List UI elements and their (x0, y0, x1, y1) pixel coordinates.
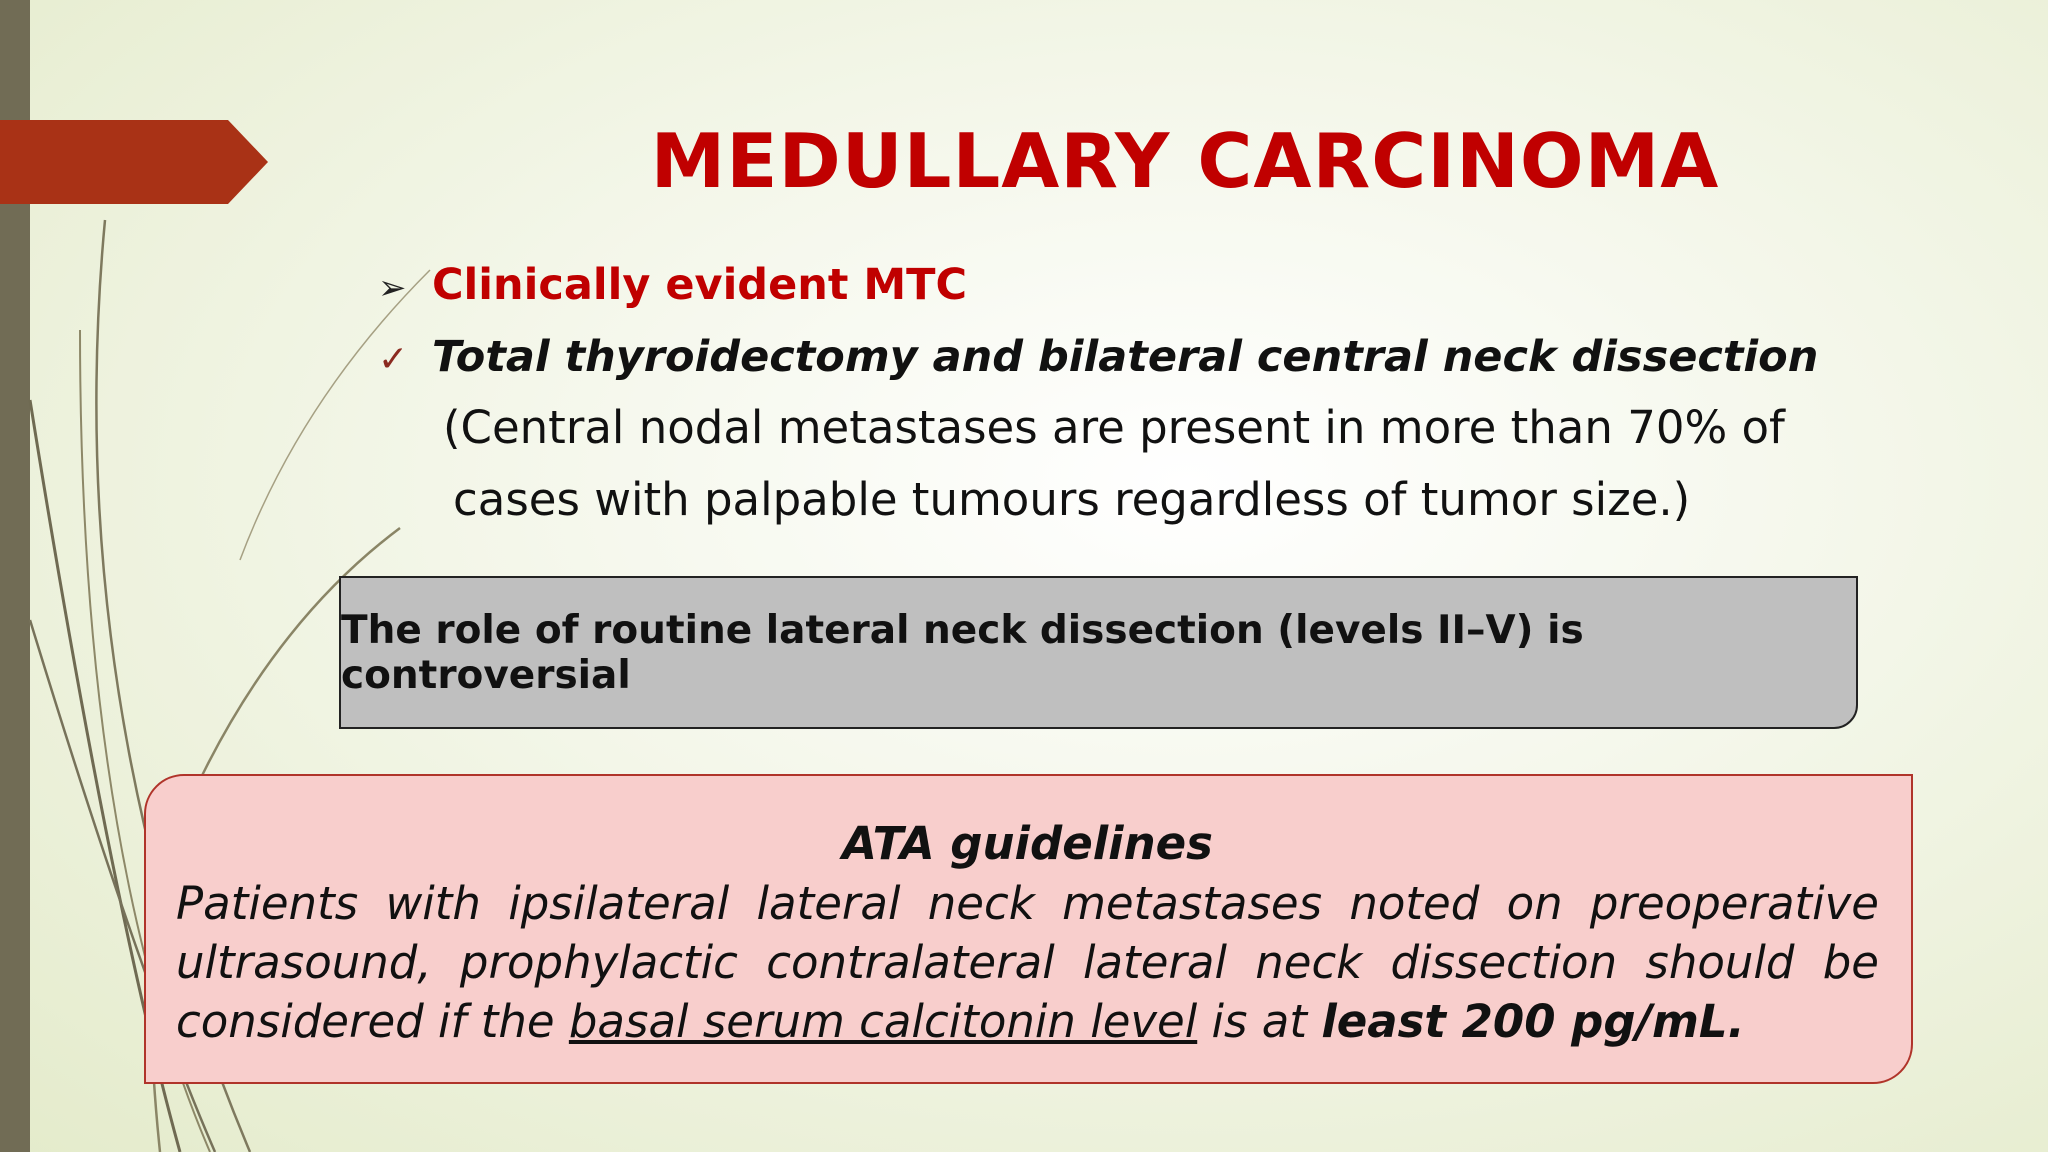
ata-heading: ATA guidelines (842, 817, 1213, 870)
bullet-total-thyroidectomy (378, 327, 1818, 390)
sub-text-line-1: (Central nodal metastases are present in more than 70% of (443, 401, 1785, 454)
slide-title: MEDULLARY CARCINOMA (650, 117, 1720, 205)
ata-body-middle: is at (1197, 995, 1322, 1048)
arrow-bullet-icon: ➢ (378, 268, 407, 308)
bullet-clinically-evident (378, 255, 967, 318)
sub-text-line-2: cases with palpable tumours regardless of tumor size.) (453, 473, 1691, 526)
ata-body-start: Patients with ipsilateral lateral neck metastases noted on preoperative ultrasound, prophylactic contralateral lateral neck dissection should be considered if the (176, 877, 1879, 1048)
ata-threshold: least 200 pg/mL. (1321, 995, 1745, 1048)
checkmark-icon: ✓ (378, 339, 409, 380)
ata-body (176, 874, 1879, 1051)
callout-text: The role of routine lateral neck dissection (levels II–V) is controversial (341, 607, 1584, 698)
bullet-text: Total thyroidectomy and bilateral central neck dissection (432, 332, 1819, 382)
ata-guidelines-box (144, 774, 1913, 1084)
lateral-dissection-callout (339, 576, 1858, 729)
ata-underlined-term: basal serum calcitonin level (568, 995, 1198, 1048)
title-accent-tab (0, 120, 268, 204)
bullet-text: Clinically evident MTC (432, 260, 968, 310)
